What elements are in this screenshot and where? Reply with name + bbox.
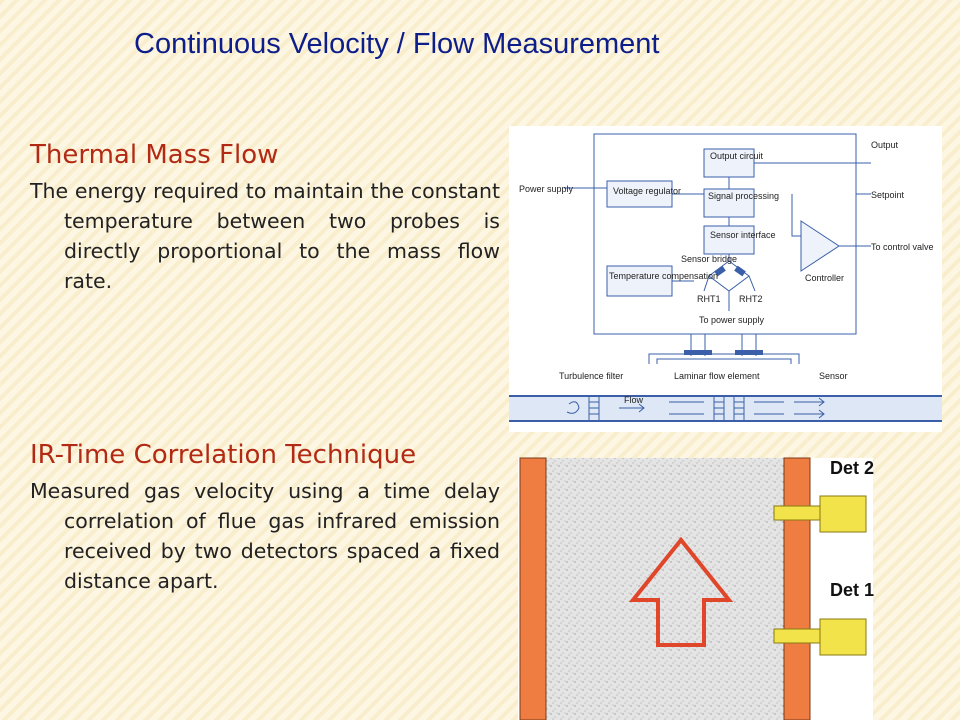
duct-wall-right: [784, 458, 810, 720]
label-flow: Flow: [624, 395, 644, 405]
thermal-heading: Thermal Mass Flow: [30, 140, 279, 170]
thermal-mass-flow-diagram: [509, 126, 942, 432]
pipe-interior: [509, 397, 942, 420]
label-to-power-supply: To power supply: [699, 315, 765, 325]
label-rht1: RHT1: [697, 294, 721, 304]
thermal-body: The energy required to maintain the constant temperature between two probes is directly proportional to the mass flow rate.: [30, 179, 500, 293]
label-rht2: RHT2: [739, 294, 763, 304]
label-sensor-interface: Sensor interface: [710, 230, 776, 240]
duct-wall-left: [520, 458, 546, 720]
label-controller: Controller: [805, 273, 845, 283]
ir-heading: IR-Time Correlation Technique: [30, 440, 417, 470]
det-2-label: Det 2: [830, 458, 875, 478]
ir-correlation-diagram: [518, 440, 948, 720]
label-temperature-compensation: Temperature compensation: [609, 271, 719, 281]
label-sensor-bridge: Sensor bridge: [681, 254, 738, 264]
detector-1-probe: [774, 629, 824, 643]
flue-gas-duct: [546, 458, 786, 720]
detector-2-body: [820, 496, 866, 532]
detector-2-probe: [774, 506, 824, 520]
label-sensor: Sensor: [819, 371, 848, 381]
det-1-label: Det 1: [830, 580, 875, 600]
label-output: Output: [871, 140, 899, 150]
thermal-mass-flow-section: [30, 140, 500, 296]
label-setpoint: Setpoint: [871, 190, 905, 200]
slide-title: Continuous Velocity / Flow Measurement: [134, 28, 660, 60]
label-turbulence-filter: Turbulence filter: [559, 371, 624, 381]
label-power-supply: Power supply: [519, 184, 574, 194]
label-output-circuit: Output circuit: [710, 151, 764, 161]
ir-correlation-section: [30, 440, 500, 596]
label-to-control-valve: To control valve: [871, 242, 934, 252]
label-signal-processing: Signal processing: [708, 191, 780, 201]
detector-1-body: [820, 619, 866, 655]
ir-body: Measured gas velocity using a time delay correlation of flue gas infrared emission received by two detectors spaced a fixed distance apart.: [30, 479, 500, 593]
coil-rht1: [684, 350, 712, 355]
label-voltage-regulator: Voltage regulator: [613, 186, 682, 196]
coil-rht2: [735, 350, 763, 355]
label-laminar-flow-element: Laminar flow element: [674, 371, 760, 381]
